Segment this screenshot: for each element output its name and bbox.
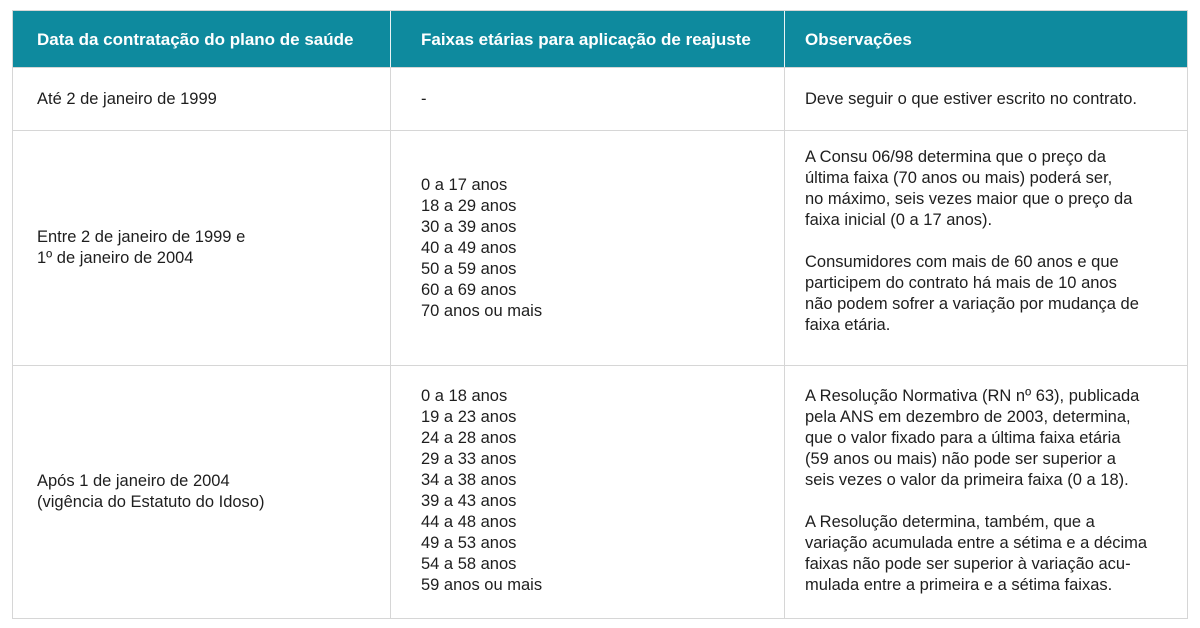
- observation-line: A Resolução Normativa (RN nº 63), publicada: [805, 387, 1140, 405]
- contract-date-line: Até 2 de janeiro de 1999: [37, 89, 217, 108]
- observations-cell: [785, 68, 1187, 130]
- age-bracket: 40 a 49 anos: [421, 238, 517, 257]
- age-brackets-cell: [391, 131, 785, 365]
- observation-line: A Consu 06/98 determina que o preço da: [805, 148, 1106, 166]
- observation-line: seis vezes o valor da primeira faixa (0 a 18).: [805, 471, 1129, 489]
- observations-cell: [785, 366, 1187, 618]
- observation-line: (59 anos ou mais) não pode ser superior a: [805, 450, 1116, 468]
- age-bracket: 34 a 38 anos: [421, 471, 517, 489]
- observation-paragraph: [805, 147, 1173, 231]
- observation-line: participem do contrato há mais de 10 anos: [805, 274, 1117, 292]
- header-observations: Observações: [805, 29, 912, 49]
- age-bracket: 30 a 39 anos: [421, 217, 517, 236]
- age-bracket: -: [421, 89, 427, 108]
- age-bracket: 44 a 48 anos: [421, 513, 517, 531]
- age-brackets-cell: [391, 68, 785, 130]
- observation-line: faixa inicial (0 a 17 anos).: [805, 211, 993, 229]
- age-bracket: 19 a 23 anos: [421, 408, 517, 426]
- observation-line: A Resolução determina, também, que a: [805, 513, 1095, 531]
- observation-line: Deve seguir o que estiver escrito no contrato.: [805, 89, 1138, 108]
- observations-cell: [785, 131, 1187, 365]
- contract-date-cell: [13, 68, 391, 130]
- observation-line: Consumidores com mais de 60 anos e que: [805, 253, 1119, 271]
- observation-line: pela ANS em dezembro de 2003, determina,: [805, 408, 1131, 426]
- age-bracket: 59 anos ou mais: [421, 576, 543, 594]
- age-bracket: 70 anos ou mais: [421, 301, 543, 320]
- observation-paragraph: [805, 386, 1173, 491]
- contract-date-cell: [13, 366, 391, 618]
- observation-paragraph: [805, 512, 1173, 596]
- observation-line: não podem sofrer a variação por mudança de: [805, 295, 1139, 313]
- observation-line: no máximo, seis vezes maior que o preço da: [805, 190, 1133, 208]
- age-bracket: 0 a 18 anos: [421, 387, 508, 405]
- age-bracket: 49 a 53 anos: [421, 534, 517, 552]
- contract-date-line: Entre 2 de janeiro de 1999 e: [37, 228, 246, 246]
- observation-line: última faixa (70 anos ou mais) poderá ser,: [805, 169, 1113, 187]
- observation-line: faixa etária.: [805, 316, 891, 334]
- table-row: [13, 67, 1187, 130]
- observation-line: mulada entre a primeira e a sétima faixas.: [805, 576, 1113, 594]
- contract-date-cell: [13, 131, 391, 365]
- observation-line: variação acumulada entre a sétima e a décima: [805, 534, 1148, 552]
- header-contract-date: Data da contratação do plano de saúde: [13, 11, 391, 67]
- table-row: [13, 365, 1187, 618]
- observation-paragraph: [805, 252, 1173, 336]
- table-header-row: [13, 11, 1187, 67]
- age-bracket: 24 a 28 anos: [421, 429, 517, 447]
- header-age-brackets: Faixas etárias para aplicação de reajuste: [391, 11, 785, 67]
- contract-date-line: 1º de janeiro de 2004: [37, 249, 194, 267]
- observation-line: faixas não pode ser superior à variação acu-: [805, 555, 1131, 573]
- age-bracket: 50 a 59 anos: [421, 259, 517, 278]
- age-bracket: 29 a 33 anos: [421, 450, 517, 468]
- contract-date-line: Após 1 de janeiro de 2004: [37, 472, 230, 490]
- observation-line: que o valor fixado para a última faixa etária: [805, 429, 1121, 447]
- table-row: [13, 130, 1187, 365]
- age-bracket: 39 a 43 anos: [421, 492, 517, 510]
- age-bracket: 60 a 69 anos: [421, 280, 517, 299]
- age-brackets-cell: [391, 366, 785, 618]
- age-bracket: 54 a 58 anos: [421, 555, 517, 573]
- age-bracket: 0 a 17 anos: [421, 175, 508, 194]
- age-bracket-table: [12, 10, 1188, 619]
- age-bracket: 18 a 29 anos: [421, 196, 517, 215]
- contract-date-line: (vigência do Estatuto do Idoso): [37, 493, 265, 511]
